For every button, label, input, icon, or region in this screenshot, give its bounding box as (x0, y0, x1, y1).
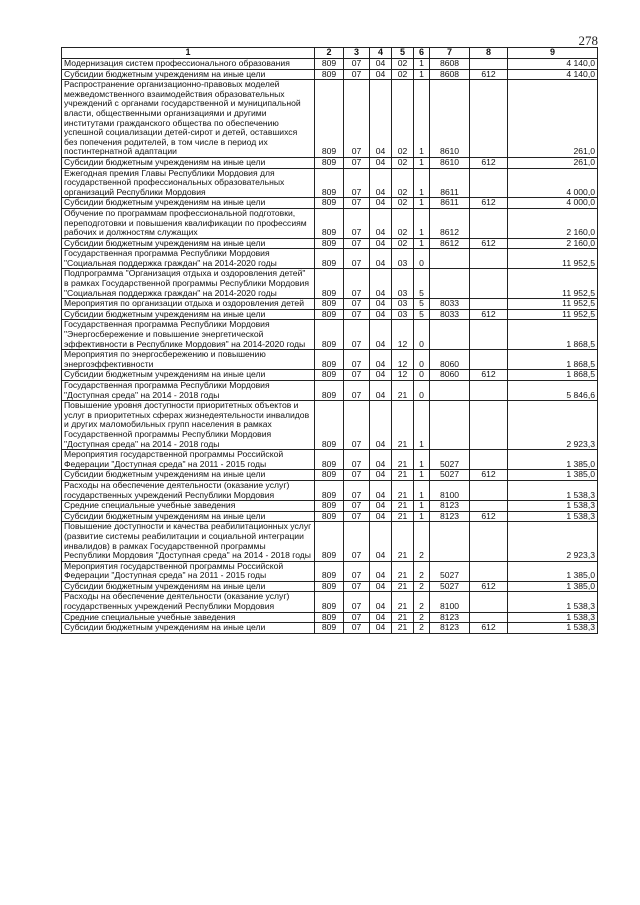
row-code-cell-c5: 21 (392, 612, 414, 623)
row-code-cell-c9: 1 868,5 (508, 320, 598, 350)
row-code-cell-c7 (430, 401, 470, 450)
row-code-cell-c5: 02 (392, 80, 414, 158)
row-code-cell-c3: 07 (344, 320, 370, 350)
row-code-cell-c5: 21 (392, 592, 414, 612)
row-code-cell-c8: 612 (470, 309, 508, 320)
row-code-cell-c2: 809 (315, 269, 344, 299)
row-code-cell-c5: 21 (392, 511, 414, 522)
row-code-cell-c7: 8611 (430, 168, 470, 198)
row-code-cell-c9: 11 952,5 (508, 309, 598, 320)
row-code-cell-c2: 809 (315, 198, 344, 209)
row-code-cell-c6: 0 (414, 370, 430, 381)
row-code-cell-c7 (430, 269, 470, 299)
row-code-cell-c7: 8100 (430, 480, 470, 500)
row-code-cell-c2: 809 (315, 208, 344, 238)
row-code-cell-c3: 07 (344, 450, 370, 470)
row-code-cell-c8: 612 (470, 69, 508, 80)
row-code-cell-c3: 07 (344, 480, 370, 500)
row-code-cell-c9: 11 952,5 (508, 249, 598, 269)
row-code-cell-c6: 1 (414, 501, 430, 512)
row-code-cell-c8 (470, 269, 508, 299)
table-row (62, 69, 598, 80)
row-name-cell: Мероприятия по энергосбережению и повышению энергоэффективности (62, 350, 315, 370)
row-code-cell-c8 (470, 249, 508, 269)
row-code-cell-c4: 04 (370, 309, 392, 320)
row-name-cell: Субсидии бюджетным учреждениям на иные цели (62, 370, 315, 381)
row-code-cell-c8: 612 (470, 581, 508, 592)
row-code-cell-c4: 04 (370, 238, 392, 249)
row-code-cell-c8: 612 (470, 511, 508, 522)
row-code-cell-c2: 809 (315, 381, 344, 401)
row-code-cell-c2: 809 (315, 522, 344, 561)
row-code-cell-c7: 8608 (430, 69, 470, 80)
row-code-cell-c3: 07 (344, 80, 370, 158)
row-code-cell-c7 (430, 320, 470, 350)
row-code-cell-c4: 04 (370, 612, 392, 623)
row-code-cell-c3: 07 (344, 238, 370, 249)
row-code-cell-c8: 612 (470, 370, 508, 381)
row-code-cell-c6: 1 (414, 80, 430, 158)
row-code-cell-c9: 4 140,0 (508, 59, 598, 70)
row-code-cell-c5: 21 (392, 522, 414, 561)
row-code-cell-c5: 02 (392, 198, 414, 209)
table-row (62, 208, 598, 238)
row-code-cell-c4: 04 (370, 480, 392, 500)
row-code-cell-c5: 02 (392, 157, 414, 168)
row-code-cell-c6: 0 (414, 249, 430, 269)
row-name-cell: Повышение уровня доступности приоритетных объектов и услуг в приоритетных сферах жизнедеятельности инвалидов и других маломобильных групп населения в рамках Государственной программы Республики Мордовия "Доступная среда" на 2014 - 2018 годы (62, 401, 315, 450)
row-code-cell-c9: 261,0 (508, 80, 598, 158)
row-name-cell: Распространение организационно-правовых моделей межведомственного взаимодействия образовательных учреждений с органами государственной и муниципальной власти, общественными организациями и другими институтами гражданского общества по обеспечению успешной социализации детей-сирот и детей, оставшихся без попечения родителей, в том числе в период их постинтернатной адаптации (62, 80, 315, 158)
row-code-cell-c8 (470, 501, 508, 512)
row-code-cell-c7: 8611 (430, 198, 470, 209)
row-code-cell-c4: 04 (370, 581, 392, 592)
row-code-cell-c7: 5027 (430, 581, 470, 592)
row-code-cell-c9: 1 385,0 (508, 450, 598, 470)
row-code-cell-c9: 11 952,5 (508, 269, 598, 299)
row-code-cell-c2: 809 (315, 350, 344, 370)
row-code-cell-c6: 1 (414, 238, 430, 249)
row-code-cell-c9: 1 538,3 (508, 511, 598, 522)
row-code-cell-c2: 809 (315, 299, 344, 310)
row-code-cell-c5: 03 (392, 299, 414, 310)
row-code-cell-c3: 07 (344, 157, 370, 168)
row-code-cell-c3: 07 (344, 198, 370, 209)
row-code-cell-c4: 04 (370, 470, 392, 481)
row-name-cell: Модернизация систем профессионального образования (62, 59, 315, 70)
row-code-cell-c5: 02 (392, 69, 414, 80)
row-code-cell-c3: 07 (344, 381, 370, 401)
row-code-cell-c5: 21 (392, 561, 414, 581)
row-code-cell-c7: 5027 (430, 561, 470, 581)
row-code-cell-c8 (470, 320, 508, 350)
row-code-cell-c4: 04 (370, 168, 392, 198)
row-code-cell-c4: 04 (370, 249, 392, 269)
table-row (62, 522, 598, 561)
row-code-cell-c2: 809 (315, 320, 344, 350)
table-row (62, 299, 598, 310)
row-code-cell-c3: 07 (344, 208, 370, 238)
row-code-cell-c6: 1 (414, 198, 430, 209)
row-code-cell-c5: 12 (392, 350, 414, 370)
row-code-cell-c2: 809 (315, 480, 344, 500)
row-code-cell-c5: 02 (392, 59, 414, 70)
row-code-cell-c9: 2 923,3 (508, 401, 598, 450)
row-code-cell-c4: 04 (370, 80, 392, 158)
table-row (62, 511, 598, 522)
row-code-cell-c4: 04 (370, 623, 392, 634)
row-code-cell-c7: 8608 (430, 59, 470, 70)
row-code-cell-c2: 809 (315, 623, 344, 634)
row-code-cell-c6: 0 (414, 350, 430, 370)
row-code-cell-c8: 612 (470, 623, 508, 634)
row-name-cell: Субсидии бюджетным учреждениям на иные цели (62, 511, 315, 522)
row-code-cell-c4: 04 (370, 157, 392, 168)
row-name-cell: Субсидии бюджетным учреждениям на иные цели (62, 623, 315, 634)
row-code-cell-c3: 07 (344, 511, 370, 522)
row-code-cell-c3: 07 (344, 249, 370, 269)
row-code-cell-c7: 8060 (430, 370, 470, 381)
row-code-cell-c6: 0 (414, 381, 430, 401)
row-code-cell-c8: 612 (470, 157, 508, 168)
row-code-cell-c8 (470, 401, 508, 450)
row-code-cell-c9: 4 140,0 (508, 69, 598, 80)
row-code-cell-c8: 612 (470, 470, 508, 481)
row-code-cell-c7 (430, 249, 470, 269)
row-code-cell-c9: 1 538,3 (508, 612, 598, 623)
row-code-cell-c5: 21 (392, 480, 414, 500)
row-code-cell-c3: 07 (344, 69, 370, 80)
row-code-cell-c6: 5 (414, 299, 430, 310)
row-code-cell-c6: 1 (414, 480, 430, 500)
table-row (62, 370, 598, 381)
row-code-cell-c2: 809 (315, 581, 344, 592)
row-name-cell: Обучение по программам профессиональной подготовки, переподготовки и повышения квалификации по профессиям рабочих и должностям служащих (62, 208, 315, 238)
row-code-cell-c3: 07 (344, 59, 370, 70)
row-name-cell: Повышение доступности и качества реабилитационных услуг (развитие системы реабилитации и социальной интеграции инвалидов) в рамках Государственной программы Республики Мордовия "Доступная среда" на 2014 - 2018 годы (62, 522, 315, 561)
row-code-cell-c5: 21 (392, 381, 414, 401)
table-row (62, 623, 598, 634)
row-code-cell-c8 (470, 59, 508, 70)
row-code-cell-c4: 04 (370, 69, 392, 80)
table-row (62, 59, 598, 70)
row-code-cell-c5: 21 (392, 450, 414, 470)
row-code-cell-c2: 809 (315, 401, 344, 450)
row-code-cell-c8 (470, 522, 508, 561)
table-row (62, 309, 598, 320)
row-code-cell-c2: 809 (315, 592, 344, 612)
row-code-cell-c4: 04 (370, 59, 392, 70)
row-code-cell-c4: 04 (370, 592, 392, 612)
table-row (62, 450, 598, 470)
column-header: 2 (315, 48, 344, 59)
row-name-cell: Субсидии бюджетным учреждениям на иные цели (62, 157, 315, 168)
table-row (62, 238, 598, 249)
row-code-cell-c8 (470, 208, 508, 238)
budget-table (61, 47, 598, 634)
row-code-cell-c6: 2 (414, 623, 430, 634)
row-code-cell-c4: 04 (370, 370, 392, 381)
row-code-cell-c5: 02 (392, 208, 414, 238)
table-row (62, 157, 598, 168)
row-code-cell-c6: 2 (414, 612, 430, 623)
row-code-cell-c5: 03 (392, 249, 414, 269)
row-code-cell-c7: 5027 (430, 470, 470, 481)
row-code-cell-c8 (470, 381, 508, 401)
row-code-cell-c7: 8100 (430, 592, 470, 612)
row-name-cell: Субсидии бюджетным учреждениям на иные цели (62, 470, 315, 481)
column-header: 4 (370, 48, 392, 59)
row-name-cell: Мероприятия государственной программы Российской Федерации "Доступная среда" на 2011 - 2015 годы (62, 561, 315, 581)
row-code-cell-c9: 2 160,0 (508, 208, 598, 238)
row-code-cell-c3: 07 (344, 470, 370, 481)
column-header: 8 (470, 48, 508, 59)
table-row (62, 269, 598, 299)
row-code-cell-c8 (470, 450, 508, 470)
row-code-cell-c3: 07 (344, 168, 370, 198)
row-code-cell-c5: 21 (392, 401, 414, 450)
row-code-cell-c8 (470, 480, 508, 500)
row-name-cell: Средние специальные учебные заведения (62, 612, 315, 623)
row-code-cell-c8 (470, 350, 508, 370)
row-code-cell-c9: 1 385,0 (508, 561, 598, 581)
row-code-cell-c3: 07 (344, 269, 370, 299)
row-name-cell: Расходы на обеспечение деятельности (оказание услуг) государственных учреждений Республики Мордовия (62, 592, 315, 612)
row-code-cell-c4: 04 (370, 561, 392, 581)
row-name-cell: Государственная программа Республики Мордовия "Доступная среда" на 2014 - 2018 годы (62, 381, 315, 401)
row-code-cell-c3: 07 (344, 522, 370, 561)
row-name-cell: Мероприятия государственной программы Российской Федерации "Доступная среда" на 2011 - 2015 годы (62, 450, 315, 470)
row-code-cell-c9: 1 538,3 (508, 501, 598, 512)
row-name-cell: Ежегодная премия Главы Республики Мордовия для государственной профессиональных образовательных организаций Республики Мордовия (62, 168, 315, 198)
row-code-cell-c3: 07 (344, 350, 370, 370)
row-code-cell-c7: 8610 (430, 157, 470, 168)
row-code-cell-c6: 0 (414, 320, 430, 350)
row-code-cell-c6: 1 (414, 450, 430, 470)
row-code-cell-c9: 4 000,0 (508, 168, 598, 198)
row-code-cell-c5: 12 (392, 320, 414, 350)
table-row (62, 592, 598, 612)
row-code-cell-c9: 1 868,5 (508, 370, 598, 381)
row-code-cell-c7: 8612 (430, 238, 470, 249)
column-header: 3 (344, 48, 370, 59)
row-code-cell-c5: 21 (392, 623, 414, 634)
row-code-cell-c8: 612 (470, 238, 508, 249)
row-code-cell-c6: 1 (414, 208, 430, 238)
row-code-cell-c9: 11 952,5 (508, 299, 598, 310)
row-code-cell-c8 (470, 80, 508, 158)
row-code-cell-c2: 809 (315, 238, 344, 249)
row-code-cell-c7: 8123 (430, 511, 470, 522)
row-code-cell-c7: 8033 (430, 299, 470, 310)
row-code-cell-c5: 21 (392, 581, 414, 592)
row-code-cell-c2: 809 (315, 470, 344, 481)
row-code-cell-c2: 809 (315, 69, 344, 80)
row-code-cell-c6: 1 (414, 168, 430, 198)
row-code-cell-c5: 12 (392, 370, 414, 381)
row-code-cell-c4: 04 (370, 381, 392, 401)
row-code-cell-c2: 809 (315, 80, 344, 158)
row-code-cell-c8 (470, 612, 508, 623)
row-code-cell-c2: 809 (315, 157, 344, 168)
row-code-cell-c6: 1 (414, 511, 430, 522)
row-code-cell-c9: 5 846,6 (508, 381, 598, 401)
row-name-cell: Средние специальные учебные заведения (62, 501, 315, 512)
row-code-cell-c6: 1 (414, 157, 430, 168)
table-row (62, 561, 598, 581)
row-code-cell-c9: 2 923,3 (508, 522, 598, 561)
row-code-cell-c7: 5027 (430, 450, 470, 470)
row-code-cell-c2: 809 (315, 59, 344, 70)
row-code-cell-c6: 1 (414, 59, 430, 70)
column-header: 5 (392, 48, 414, 59)
row-code-cell-c6: 1 (414, 69, 430, 80)
row-code-cell-c5: 21 (392, 470, 414, 481)
column-header: 6 (414, 48, 430, 59)
row-code-cell-c6: 1 (414, 401, 430, 450)
table-row (62, 350, 598, 370)
row-code-cell-c2: 809 (315, 561, 344, 581)
row-name-cell: Субсидии бюджетным учреждениям на иные цели (62, 198, 315, 209)
row-code-cell-c5: 03 (392, 309, 414, 320)
row-code-cell-c3: 07 (344, 299, 370, 310)
row-code-cell-c7: 8612 (430, 208, 470, 238)
table-row (62, 80, 598, 158)
row-code-cell-c4: 04 (370, 320, 392, 350)
row-code-cell-c3: 07 (344, 501, 370, 512)
row-code-cell-c4: 04 (370, 350, 392, 370)
table-row (62, 198, 598, 209)
row-code-cell-c3: 07 (344, 612, 370, 623)
row-code-cell-c9: 1 385,0 (508, 470, 598, 481)
row-code-cell-c4: 04 (370, 198, 392, 209)
row-code-cell-c2: 809 (315, 501, 344, 512)
row-code-cell-c2: 809 (315, 309, 344, 320)
table-row (62, 381, 598, 401)
row-code-cell-c4: 04 (370, 208, 392, 238)
row-code-cell-c9: 1 538,3 (508, 623, 598, 634)
row-code-cell-c9: 1 538,3 (508, 592, 598, 612)
row-code-cell-c9: 4 000,0 (508, 198, 598, 209)
column-header: 1 (62, 48, 315, 59)
row-code-cell-c3: 07 (344, 401, 370, 450)
row-code-cell-c4: 04 (370, 401, 392, 450)
row-code-cell-c4: 04 (370, 269, 392, 299)
page-number: 278 (578, 33, 598, 48)
row-code-cell-c6: 5 (414, 309, 430, 320)
row-code-cell-c7 (430, 381, 470, 401)
row-code-cell-c6: 2 (414, 522, 430, 561)
row-code-cell-c5: 02 (392, 238, 414, 249)
row-code-cell-c7: 8123 (430, 501, 470, 512)
row-code-cell-c2: 809 (315, 168, 344, 198)
row-code-cell-c2: 809 (315, 249, 344, 269)
row-name-cell: Мероприятия по организации отдыха и оздоровления детей (62, 299, 315, 310)
row-code-cell-c3: 07 (344, 592, 370, 612)
table-row (62, 501, 598, 512)
row-name-cell: Субсидии бюджетным учреждениям на иные цели (62, 238, 315, 249)
row-code-cell-c4: 04 (370, 511, 392, 522)
table-row (62, 320, 598, 350)
row-code-cell-c4: 04 (370, 501, 392, 512)
row-code-cell-c6: 5 (414, 269, 430, 299)
table-row (62, 480, 598, 500)
table-row (62, 401, 598, 450)
row-code-cell-c9: 1 385,0 (508, 581, 598, 592)
table-row (62, 470, 598, 481)
row-code-cell-c9: 1 868,5 (508, 350, 598, 370)
table-body (62, 59, 598, 634)
row-code-cell-c5: 21 (392, 501, 414, 512)
row-name-cell: Субсидии бюджетным учреждениям на иные цели (62, 309, 315, 320)
row-code-cell-c2: 809 (315, 450, 344, 470)
table-header-row (62, 48, 598, 59)
row-code-cell-c7: 8060 (430, 350, 470, 370)
row-code-cell-c8: 612 (470, 198, 508, 209)
row-code-cell-c5: 02 (392, 168, 414, 198)
row-code-cell-c8 (470, 299, 508, 310)
row-code-cell-c6: 2 (414, 592, 430, 612)
row-code-cell-c3: 07 (344, 370, 370, 381)
table-row (62, 581, 598, 592)
row-code-cell-c7: 8033 (430, 309, 470, 320)
row-name-cell: Государственная программа Республики Мордовия "Энергосбережение и повышение энергетической эффективности в Республике Мордовия" на 2014-2020 годы (62, 320, 315, 350)
row-code-cell-c2: 809 (315, 370, 344, 381)
row-name-cell: Субсидии бюджетным учреждениям на иные цели (62, 69, 315, 80)
column-header: 9 (508, 48, 598, 59)
row-code-cell-c7: 8610 (430, 80, 470, 158)
row-code-cell-c7: 8123 (430, 612, 470, 623)
table-row (62, 249, 598, 269)
column-header: 7 (430, 48, 470, 59)
row-code-cell-c4: 04 (370, 522, 392, 561)
row-code-cell-c9: 1 538,3 (508, 480, 598, 500)
row-code-cell-c4: 04 (370, 299, 392, 310)
table-row (62, 168, 598, 198)
row-code-cell-c2: 809 (315, 511, 344, 522)
row-name-cell: Подпрограмма "Организация отдыха и оздоровления детей" в рамках Государственной программы Республики Мордовия "Социальная поддержка граждан" на 2014-2020 годы (62, 269, 315, 299)
row-code-cell-c3: 07 (344, 309, 370, 320)
row-name-cell: Расходы на обеспечение деятельности (оказание услуг) государственных учреждений Республики Мордовия (62, 480, 315, 500)
row-code-cell-c3: 07 (344, 623, 370, 634)
row-code-cell-c2: 809 (315, 612, 344, 623)
row-code-cell-c6: 2 (414, 581, 430, 592)
row-code-cell-c8 (470, 592, 508, 612)
row-code-cell-c3: 07 (344, 561, 370, 581)
row-code-cell-c9: 261,0 (508, 157, 598, 168)
row-code-cell-c8 (470, 168, 508, 198)
row-code-cell-c3: 07 (344, 581, 370, 592)
row-code-cell-c7 (430, 522, 470, 561)
row-name-cell: Субсидии бюджетным учреждениям на иные цели (62, 581, 315, 592)
row-code-cell-c6: 2 (414, 561, 430, 581)
table-row (62, 612, 598, 623)
row-name-cell: Государственная программа Республики Мордовия "Социальная поддержка граждан" на 2014-2020 годы (62, 249, 315, 269)
row-code-cell-c6: 1 (414, 470, 430, 481)
row-code-cell-c8 (470, 561, 508, 581)
row-code-cell-c7: 8123 (430, 623, 470, 634)
row-code-cell-c4: 04 (370, 450, 392, 470)
row-code-cell-c9: 2 160,0 (508, 238, 598, 249)
row-code-cell-c5: 03 (392, 269, 414, 299)
